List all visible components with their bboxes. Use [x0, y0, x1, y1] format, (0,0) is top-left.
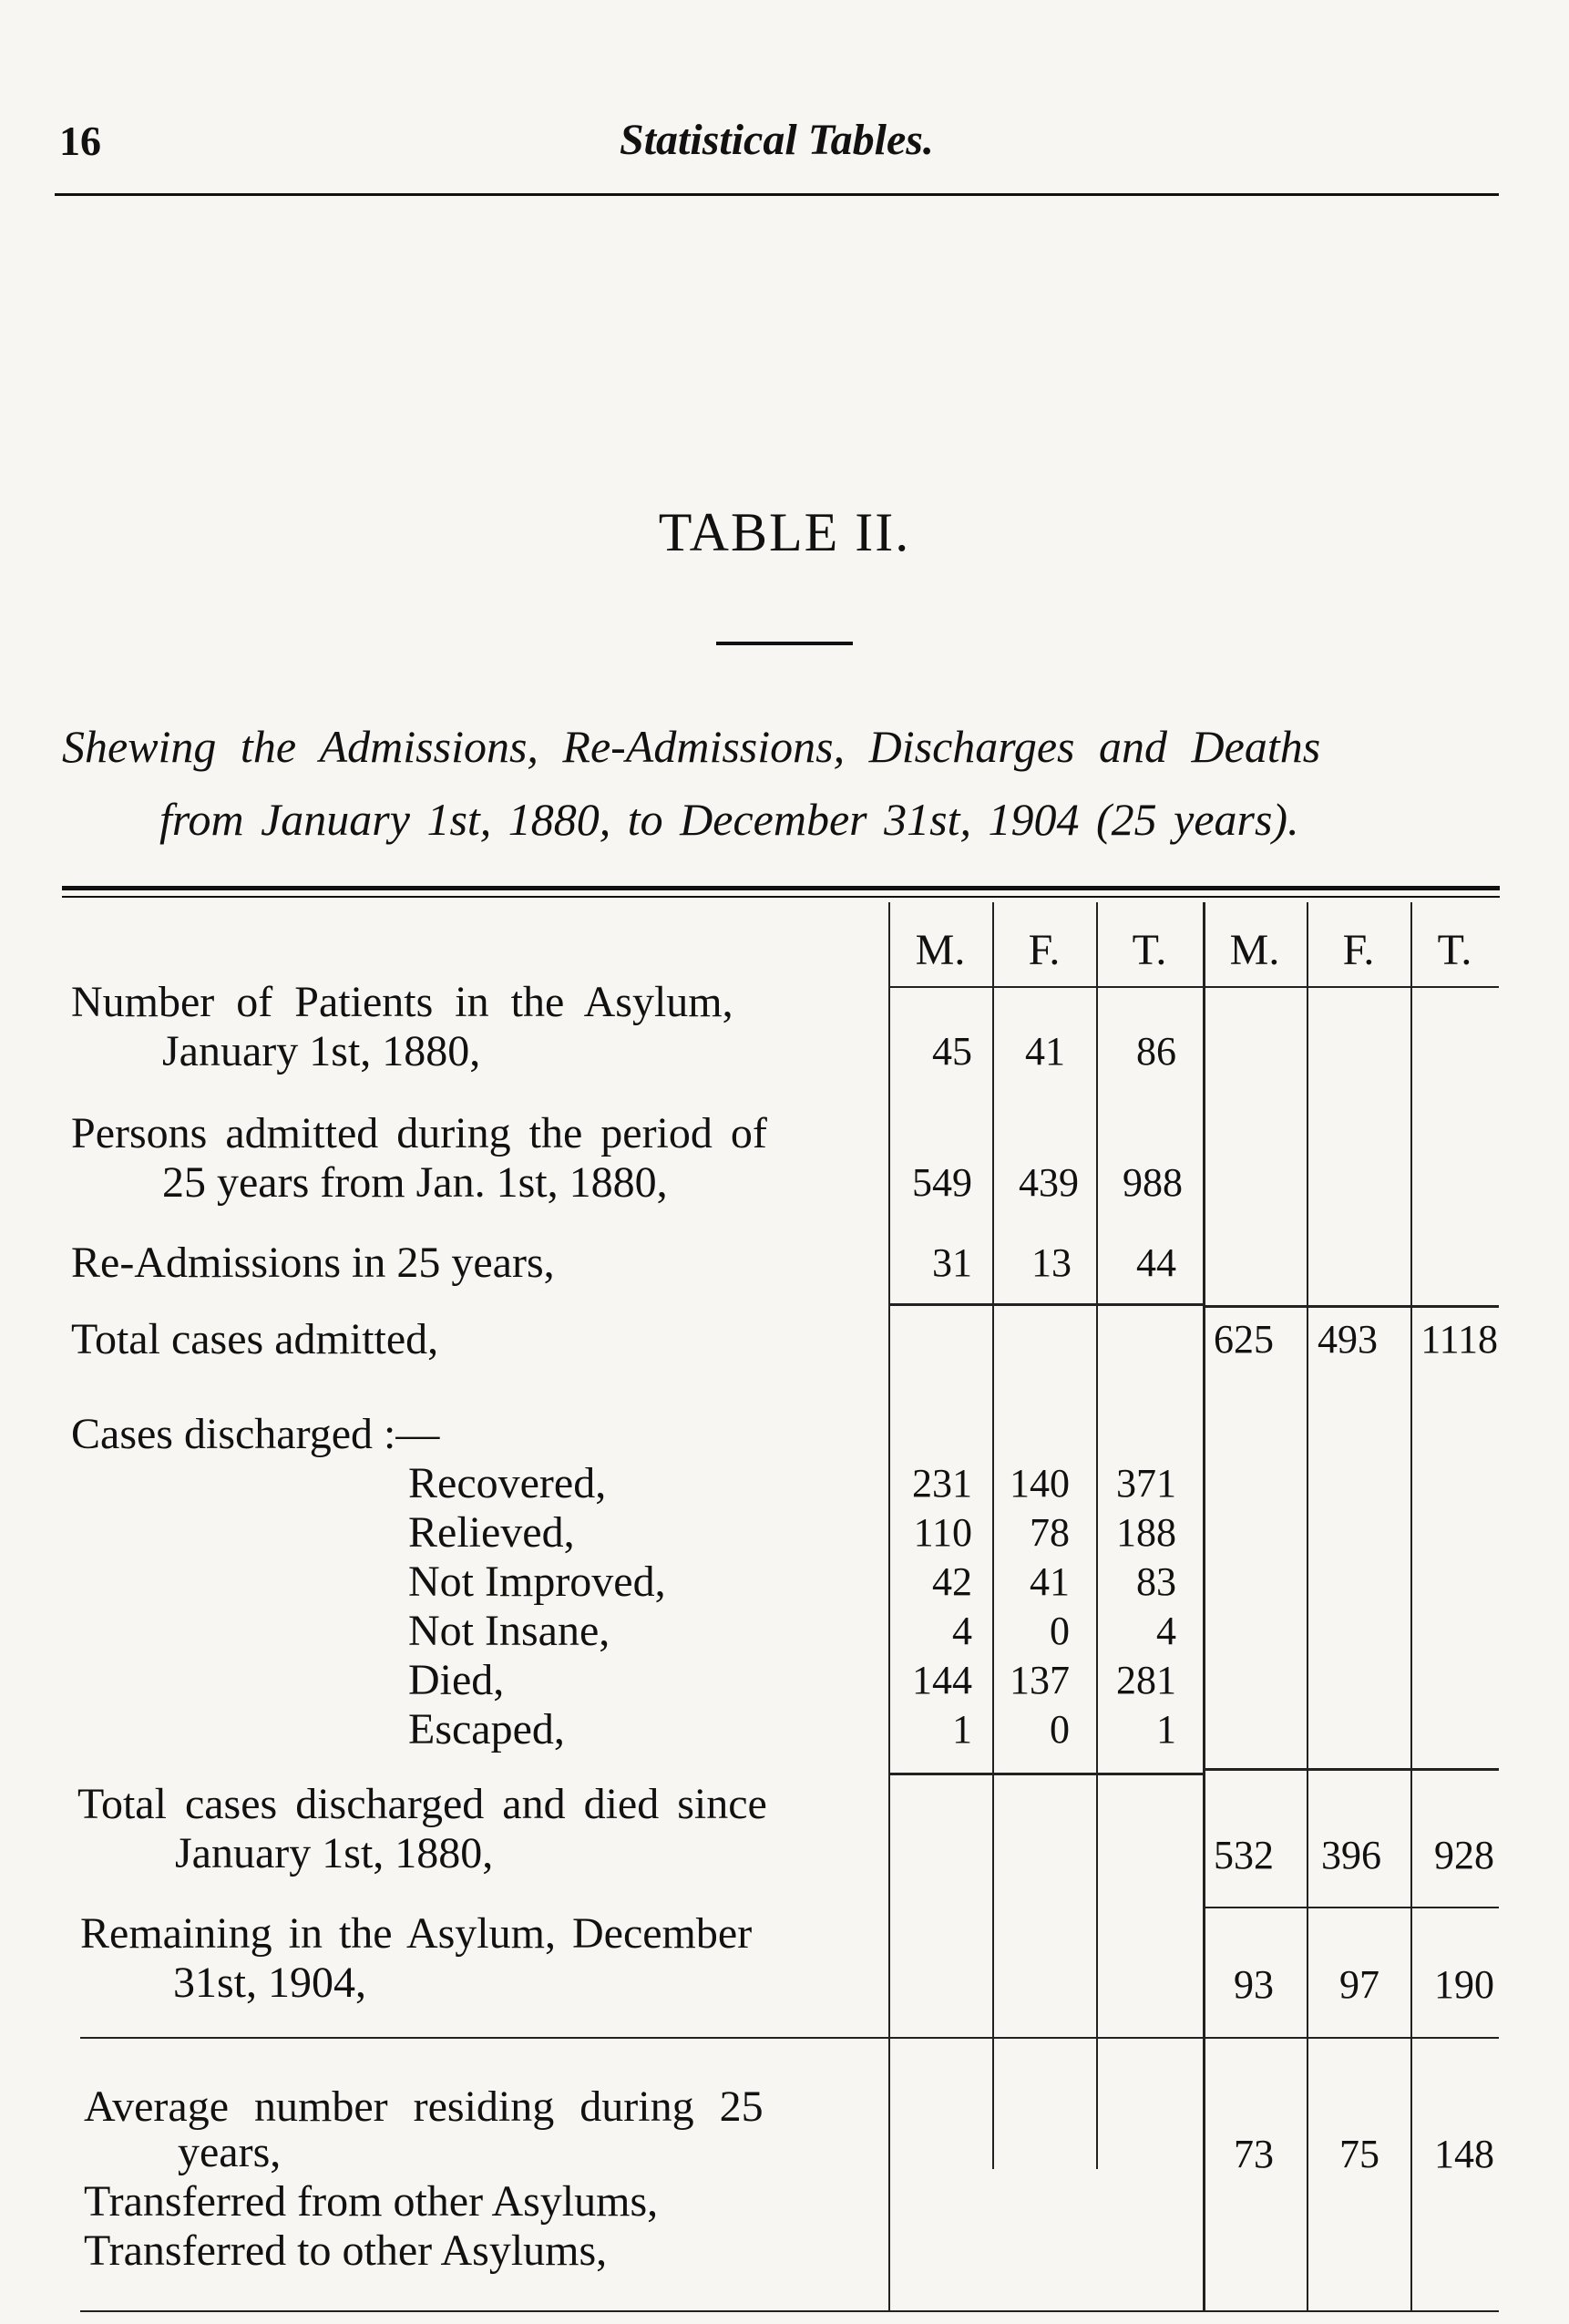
row-label: Number of Patients in the Asylum,: [71, 978, 733, 1026]
discharged-label: Died,: [408, 1656, 505, 1704]
cell-m-total: 73: [1234, 2132, 1274, 2176]
row-label: 25 years from Jan. 1st, 1880,: [162, 1158, 668, 1207]
discharged-label: Not Insane,: [408, 1607, 610, 1655]
discharged-total-rule: [1203, 1768, 1499, 1771]
cell-f: 41: [1030, 1559, 1070, 1604]
cell-f: 78: [1030, 1510, 1070, 1555]
cell-f-total: 75: [1339, 2132, 1379, 2176]
cell-m-total: 625: [1214, 1317, 1274, 1362]
header-rule: [55, 193, 1499, 196]
discharged-label: Escaped,: [408, 1705, 565, 1753]
cell-m: 45: [932, 1029, 972, 1074]
page-number: 16: [59, 118, 101, 164]
table-top-rule-thick: [62, 886, 1500, 890]
row-label: Total cases admitted,: [71, 1315, 439, 1363]
row-label: 31st, 1904,: [173, 1959, 367, 2007]
cell-m: 231: [912, 1461, 972, 1506]
row-label: Transferred to other Asylums,: [84, 2226, 608, 2275]
cell-f: 439: [1019, 1160, 1079, 1205]
cell-t: 86: [1136, 1029, 1176, 1074]
header-underline: [888, 986, 1499, 988]
cell-t-total: 928: [1434, 1833, 1494, 1877]
cell-t: 188: [1116, 1510, 1176, 1555]
cell-m-total: 93: [1234, 1962, 1274, 2007]
cell-t: 988: [1123, 1160, 1183, 1205]
row-label: Remaining in the Asylum, December: [80, 1909, 753, 1958]
discharged-label: Not Improved,: [408, 1558, 666, 1606]
remaining-rule: [1203, 1907, 1499, 1908]
col-rule: [888, 902, 890, 2310]
cell-f: 0: [1050, 1609, 1070, 1653]
cell-m: 110: [913, 1510, 972, 1555]
row-label: years,: [178, 2128, 282, 2176]
row-label: Total cases discharged and died since: [77, 1780, 767, 1828]
cell-f: 0: [1050, 1707, 1070, 1752]
col-rule: [1307, 902, 1308, 2310]
cell-f: 41: [1025, 1029, 1065, 1074]
discharged-label: Relieved,: [408, 1508, 575, 1557]
cell-t-total: 1118: [1420, 1317, 1498, 1362]
discharged-total-rule: [888, 1773, 1203, 1775]
row-label: January 1st, 1880,: [175, 1829, 494, 1877]
cell-t: 1: [1156, 1707, 1176, 1752]
header-t-total: T.: [1437, 926, 1472, 974]
subtitle-line-1: Shewing the Admissions, Re-Admissions, Discharges and Deaths: [62, 721, 1321, 772]
cell-t: 83: [1136, 1559, 1176, 1604]
cell-t: 281: [1116, 1658, 1176, 1702]
cell-m: 42: [932, 1559, 972, 1604]
header-f-total: F.: [1342, 926, 1375, 974]
row-label: Re-Admissions in 25 years,: [71, 1239, 555, 1287]
cell-t-total: 148: [1434, 2132, 1494, 2176]
cell-t: 44: [1136, 1240, 1176, 1285]
cell-f-total: 396: [1321, 1833, 1381, 1877]
cell-m: 1: [952, 1707, 972, 1752]
header-t: T.: [1132, 926, 1167, 974]
admissions-total-rule: [1203, 1305, 1499, 1308]
cell-m: 4: [952, 1609, 972, 1653]
cell-t: 371: [1116, 1461, 1176, 1506]
cell-f: 13: [1031, 1240, 1072, 1285]
discharged-label: Recovered,: [408, 1459, 607, 1507]
row-label: January 1st, 1880,: [162, 1027, 481, 1075]
cell-t: 4: [1156, 1609, 1176, 1653]
cell-m: 31: [932, 1240, 972, 1285]
cell-m-total: 532: [1214, 1833, 1274, 1877]
cell-f: 140: [1010, 1461, 1070, 1506]
running-head: Statistical Tables.: [620, 116, 934, 164]
subtitle-line-2: from January 1st, 1880, to December 31st, 1904 (25 years).: [159, 794, 1299, 845]
cell-m: 144: [912, 1658, 972, 1702]
table-bottom-rule: [80, 2310, 1499, 2312]
section-heading: Cases discharged :—: [71, 1410, 440, 1458]
header-m: M.: [915, 926, 966, 974]
table-title: TABLE II.: [658, 502, 911, 562]
row-label: Average number residing during 25: [84, 2082, 764, 2131]
col-rule: [1203, 902, 1205, 2310]
row-label: Transferred from other Asylums,: [84, 2177, 659, 2226]
section-rule: [80, 2037, 1499, 2039]
cell-t-total: 190: [1434, 1962, 1494, 2007]
header-m-total: M.: [1229, 926, 1280, 974]
header-f: F.: [1028, 926, 1061, 974]
cell-f: 137: [1010, 1658, 1070, 1702]
table-top-rule-thin: [62, 896, 1500, 898]
row-label: Persons admitted during the period of: [71, 1109, 767, 1157]
admissions-total-rule: [888, 1303, 1203, 1306]
cell-m: 549: [912, 1160, 972, 1205]
cell-f-total: 97: [1339, 1962, 1379, 2007]
title-rule: [716, 642, 853, 645]
col-rule: [1410, 902, 1412, 2310]
cell-f-total: 493: [1318, 1317, 1378, 1362]
